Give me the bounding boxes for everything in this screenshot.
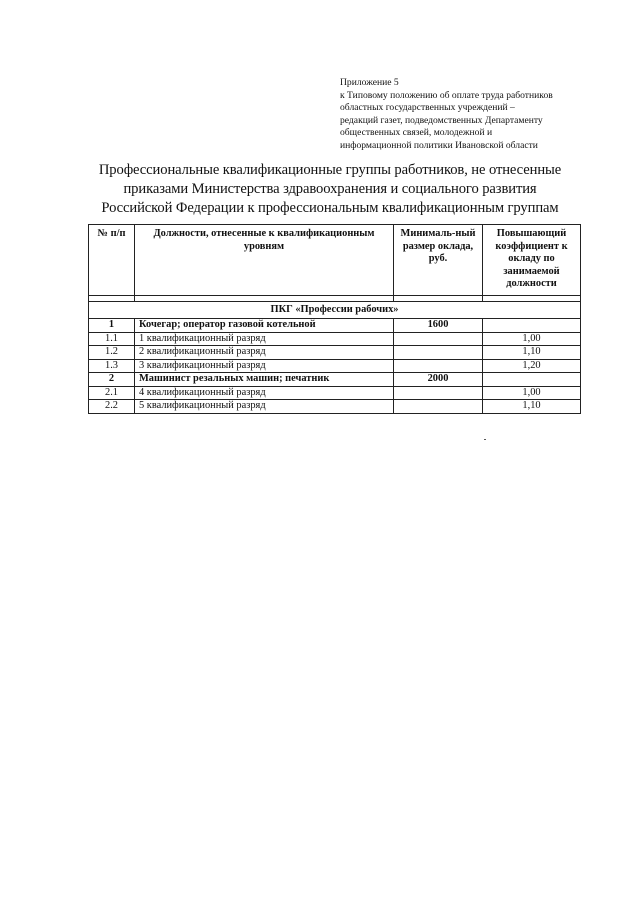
- row-position: 2 квалификационный разряд: [135, 346, 394, 360]
- document-title: [60, 161, 600, 218]
- row-num: 2.2: [89, 400, 135, 414]
- row-coefficient: 1,20: [483, 359, 581, 373]
- row-coefficient: [483, 319, 581, 333]
- row-position: Машинист резальных машин; печатник: [135, 373, 394, 387]
- header-coefficient: Повышающий коэффициент к окладу по занимаемой должности: [483, 225, 581, 296]
- table-header-row: [89, 225, 581, 296]
- row-salary: 2000: [394, 373, 483, 387]
- row-position: 4 квалификационный разряд: [135, 386, 394, 400]
- row-position: 5 квалификационный разряд: [135, 400, 394, 414]
- row-salary: [394, 386, 483, 400]
- appendix-note: [340, 77, 600, 153]
- appendix-line: информационной политики Ивановской области: [340, 139, 538, 151]
- row-coefficient: 1,00: [483, 386, 581, 400]
- appendix-line: редакций газет, подведомственных Департаменту: [340, 114, 543, 126]
- row-coefficient: 1,10: [483, 346, 581, 360]
- title-line: Российской Федерации к профессиональным квалификационным группам: [101, 200, 559, 216]
- row-position: 1 квалификационный разряд: [135, 332, 394, 346]
- row-coefficient: 1,10: [483, 400, 581, 414]
- table-row: [89, 332, 581, 346]
- table-row: [89, 386, 581, 400]
- scan-speck: [484, 439, 486, 440]
- table-row: [89, 346, 581, 360]
- qualification-table: [88, 224, 581, 414]
- row-num: 2.1: [89, 386, 135, 400]
- row-num: 1.3: [89, 359, 135, 373]
- appendix-line: общественных связей, молодежной и: [340, 127, 493, 139]
- row-position: 3 квалификационный разряд: [135, 359, 394, 373]
- row-salary: [394, 346, 483, 360]
- appendix-line: к Типовому положению об оплате труда работников: [340, 89, 553, 101]
- table-row: [89, 319, 581, 333]
- row-position: Кочегар; оператор газовой котельной: [135, 319, 394, 333]
- title-line: приказами Министерства здравоохранения и социального развития: [123, 181, 537, 197]
- header-position: Должности, отнесенные к квалификационным уровням: [135, 225, 394, 296]
- row-num: 1: [89, 319, 135, 333]
- row-coefficient: 1,00: [483, 332, 581, 346]
- header-salary: Минималь-ный размер оклада, руб.: [394, 225, 483, 296]
- row-coefficient: [483, 373, 581, 387]
- table-row: [89, 359, 581, 373]
- header-num: № п/п: [89, 225, 135, 296]
- row-salary: 1600: [394, 319, 483, 333]
- row-salary: [394, 359, 483, 373]
- group-label: ПКГ «Профессии рабочих»: [89, 302, 581, 319]
- row-num: 1.1: [89, 332, 135, 346]
- appendix-line: Приложение 5: [340, 77, 399, 88]
- row-num: 1.2: [89, 346, 135, 360]
- row-salary: [394, 400, 483, 414]
- row-num: 2: [89, 373, 135, 387]
- appendix-line: областных государственных учреждений –: [340, 102, 515, 114]
- table-row: [89, 400, 581, 414]
- group-row: [89, 302, 581, 319]
- row-salary: [394, 332, 483, 346]
- table-row: [89, 373, 581, 387]
- title-line: Профессиональные квалификационные группы работников, не отнесенные: [98, 162, 562, 178]
